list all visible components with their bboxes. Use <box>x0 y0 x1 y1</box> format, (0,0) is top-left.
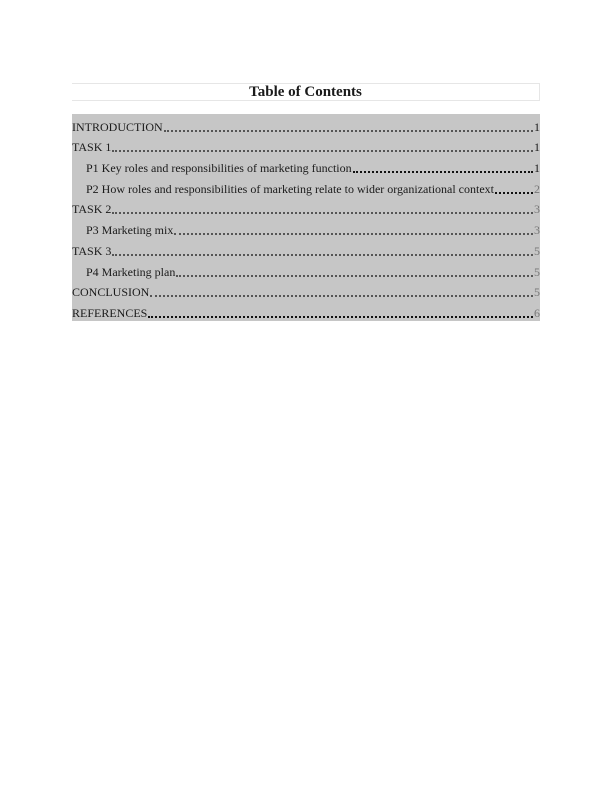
toc-entry-task-2[interactable] <box>72 197 540 218</box>
toc-entry-label: P1 Key roles and responsibilities of marketing function <box>86 161 352 176</box>
toc-entry-label: P4 Marketing plan <box>86 264 176 279</box>
toc-entry-label: P3 Marketing mix <box>86 223 174 238</box>
table-of-contents <box>72 83 540 321</box>
toc-entry-label: CONCLUSION <box>72 285 150 300</box>
toc-entry-page: 1 <box>534 119 540 134</box>
toc-entry-page: 5 <box>534 243 540 258</box>
dot-leader <box>174 223 533 235</box>
dot-leader <box>353 161 533 173</box>
toc-entry-page: 2 <box>534 181 540 196</box>
toc-entry-task-1[interactable] <box>72 135 540 156</box>
toc-entry-page: 5 <box>534 264 540 279</box>
toc-entry-conclusion[interactable] <box>72 280 540 301</box>
dot-leader <box>495 182 533 194</box>
dot-leader <box>112 244 533 256</box>
dot-leader <box>164 120 533 132</box>
toc-entry-label: INTRODUCTION <box>72 119 163 134</box>
dot-leader <box>148 306 533 318</box>
toc-entry-page: 3 <box>534 223 540 238</box>
toc-entry-page: 1 <box>534 140 540 155</box>
toc-entry-p4[interactable] <box>72 259 540 280</box>
toc-entry-page: 1 <box>534 161 540 176</box>
toc-entry-label: P2 How roles and responsibilities of marketing relate to wider organizational context <box>86 181 495 196</box>
toc-entry-task-3[interactable] <box>72 238 540 259</box>
toc-entry-page: 3 <box>534 202 540 217</box>
toc-entry-page: 5 <box>534 285 540 300</box>
toc-entry-label: TASK 3 <box>72 243 112 258</box>
toc-list <box>72 114 540 321</box>
dot-leader <box>112 202 533 214</box>
toc-entry-label: REFERENCES <box>72 305 148 320</box>
toc-entry-references[interactable] <box>72 300 540 321</box>
toc-entry-p2[interactable] <box>72 176 540 197</box>
toc-entry-label: TASK 1 <box>72 140 112 155</box>
toc-entry-page: 6 <box>534 305 540 320</box>
toc-title: Table of Contents <box>72 83 540 101</box>
dot-leader <box>176 265 533 277</box>
toc-entry-label: TASK 2 <box>72 202 112 217</box>
dot-leader <box>112 140 533 152</box>
toc-entry-introduction[interactable] <box>72 114 540 135</box>
dot-leader <box>150 285 533 297</box>
toc-entry-p3[interactable] <box>72 217 540 238</box>
toc-entry-p1[interactable] <box>72 155 540 176</box>
